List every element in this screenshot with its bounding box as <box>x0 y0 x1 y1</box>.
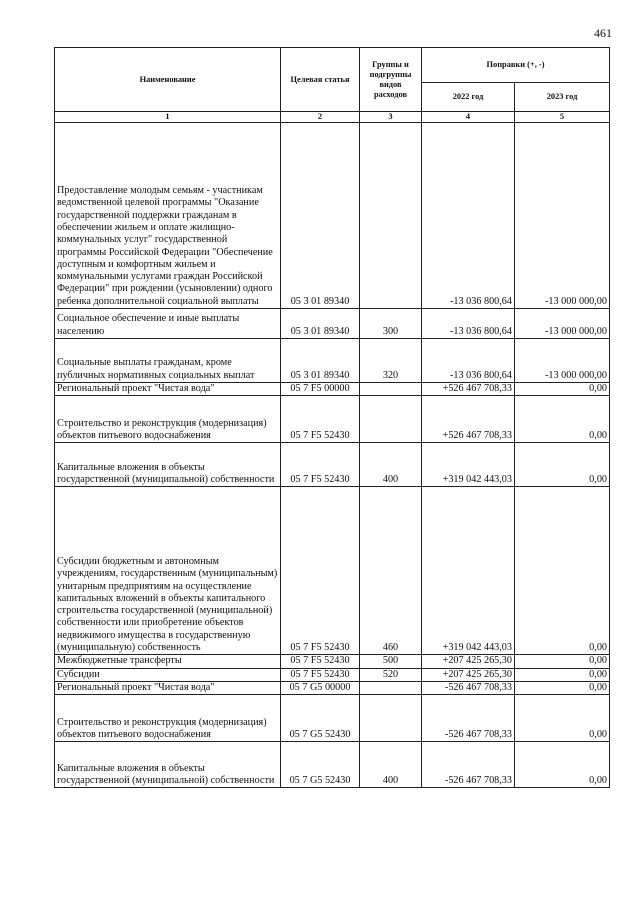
row-name: Региональный проект "Чистая вода" <box>55 681 281 694</box>
header-expense-groups: Группы и подгруппы видов расходов <box>360 48 422 112</box>
row-group: 400 <box>360 443 422 487</box>
header-amendments: Поправки (+, -) <box>422 48 610 83</box>
row-name: Межбюджетные трансферты <box>55 655 281 668</box>
row-2023: 0,00 <box>515 668 610 681</box>
row-2022: -526 467 708,33 <box>422 695 515 742</box>
row-2023: 0,00 <box>515 655 610 668</box>
row-code: 05 7 G5 52430 <box>281 695 360 742</box>
row-2023: -13 000 000,00 <box>515 123 610 309</box>
row-name: Строительство и реконструкция (модернизация) объектов питьевого водоснабжения <box>55 695 281 742</box>
row-code: 05 7 F5 52430 <box>281 668 360 681</box>
header-name: Наименование <box>55 48 281 112</box>
row-code: 05 7 F5 52430 <box>281 443 360 487</box>
row-group: 520 <box>360 668 422 681</box>
row-2023: 0,00 <box>515 695 610 742</box>
column-number: 1 <box>55 112 281 123</box>
header-year-2023: 2023 год <box>515 83 610 112</box>
row-name: Строительство и реконструкция (модернизация) объектов питьевого водоснабжения <box>55 396 281 443</box>
row-group <box>360 681 422 694</box>
table-row <box>55 443 610 487</box>
row-name: Региональный проект "Чистая вода" <box>55 383 281 396</box>
row-2023: 0,00 <box>515 681 610 694</box>
row-2022: -13 036 800,64 <box>422 309 515 339</box>
header-year-2022: 2022 год <box>422 83 515 112</box>
column-number: 3 <box>360 112 422 123</box>
row-group: 500 <box>360 655 422 668</box>
row-2022: +526 467 708,33 <box>422 383 515 396</box>
row-2023: -13 000 000,00 <box>515 309 610 339</box>
table-row <box>55 339 610 383</box>
table-row <box>55 681 610 694</box>
row-group <box>360 123 422 309</box>
row-name: Социальное обеспечение и иные выплаты населению <box>55 309 281 339</box>
row-code: 05 7 F5 00000 <box>281 383 360 396</box>
table-row <box>55 742 610 788</box>
row-group <box>360 695 422 742</box>
row-name: Субсидии бюджетным и автономным учреждениям, государственным (муниципальным) унитарным предприятиям на осуществление капитальных вложений в объекты капитального строительства государственной (муниципальной) собственности или приобретение объектов недвижимого имущества в государственную (муниципальную) собственность <box>55 487 281 655</box>
row-2023: 0,00 <box>515 742 610 788</box>
header-target-article: Целевая статья <box>281 48 360 112</box>
row-name: Капитальные вложения в объекты государственной (муниципальной) собственности <box>55 443 281 487</box>
row-code: 05 3 01 89340 <box>281 309 360 339</box>
row-code: 05 7 F5 52430 <box>281 396 360 443</box>
column-number: 2 <box>281 112 360 123</box>
row-name: Предоставление молодым семьям - участникам ведомственной целевой программы "Оказание государственной поддержки гражданам в обеспечении жильем и оплате жилищно-коммунальных услуг" государственной программы Российской Федерации "Обеспечение доступным и комфортным жильем и коммунальными услугами граждан Российской Федерации" при рождении (усыновлении) одного ребенка дополнительной социальной выплаты <box>55 123 281 309</box>
row-code: 05 3 01 89340 <box>281 123 360 309</box>
row-2022: -526 467 708,33 <box>422 681 515 694</box>
row-name: Капитальные вложения в объекты государственной (муниципальной) собственности <box>55 742 281 788</box>
row-group: 400 <box>360 742 422 788</box>
row-2023: 0,00 <box>515 396 610 443</box>
row-group: 460 <box>360 487 422 655</box>
table-row <box>55 123 610 309</box>
table-row <box>55 668 610 681</box>
row-group <box>360 383 422 396</box>
row-group: 320 <box>360 339 422 383</box>
table-row <box>55 309 610 339</box>
row-code: 05 7 G5 00000 <box>281 681 360 694</box>
column-number: 4 <box>422 112 515 123</box>
row-2023: 0,00 <box>515 383 610 396</box>
table-row <box>55 695 610 742</box>
row-2023: -13 000 000,00 <box>515 339 610 383</box>
row-2023: 0,00 <box>515 443 610 487</box>
budget-amendments-table <box>54 47 610 788</box>
row-2022: -13 036 800,64 <box>422 123 515 309</box>
row-group <box>360 396 422 443</box>
row-name: Субсидии <box>55 668 281 681</box>
row-2022: -526 467 708,33 <box>422 742 515 788</box>
row-code: 05 7 G5 52430 <box>281 742 360 788</box>
table-row <box>55 396 610 443</box>
page-number: 461 <box>594 26 612 40</box>
row-2022: -13 036 800,64 <box>422 339 515 383</box>
row-code: 05 3 01 89340 <box>281 339 360 383</box>
row-code: 05 7 F5 52430 <box>281 655 360 668</box>
row-group: 300 <box>360 309 422 339</box>
table-row <box>55 655 610 668</box>
row-2022: +207 425 265,30 <box>422 668 515 681</box>
row-2022: +526 467 708,33 <box>422 396 515 443</box>
row-2023: 0,00 <box>515 487 610 655</box>
column-number: 5 <box>515 112 610 123</box>
row-2022: +319 042 443,03 <box>422 487 515 655</box>
row-2022: +207 425 265,30 <box>422 655 515 668</box>
table-row <box>55 487 610 655</box>
row-2022: +319 042 443,03 <box>422 443 515 487</box>
row-name: Социальные выплаты гражданам, кроме публичных нормативных социальных выплат <box>55 339 281 383</box>
table-row <box>55 383 610 396</box>
row-code: 05 7 F5 52430 <box>281 487 360 655</box>
